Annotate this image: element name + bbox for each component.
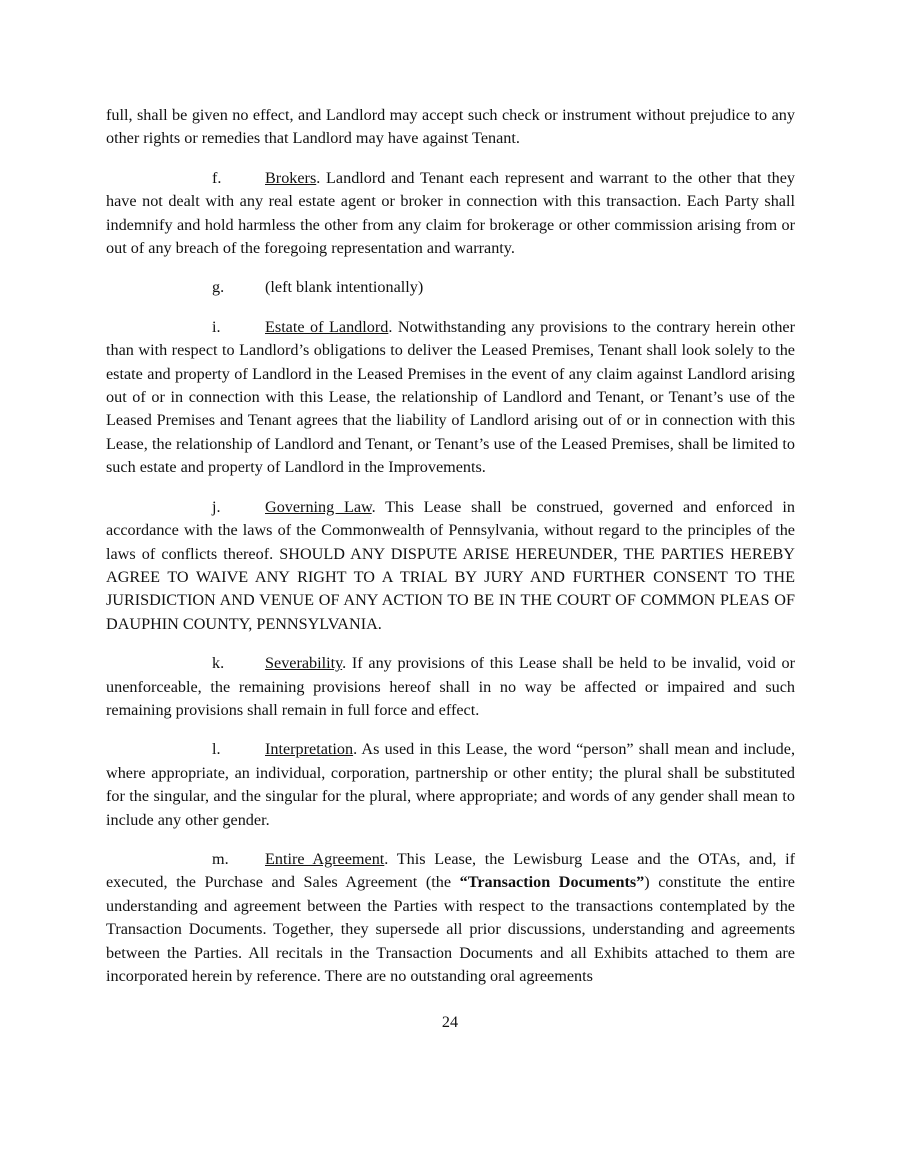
section-label: f.	[212, 168, 222, 187]
section-body: . This Lease, the Lewisburg Lease and the OTAs, and, if executed, the Purchase and Sales Agreement (the	[106, 849, 795, 892]
defined-term: “Transaction Documents”	[459, 873, 645, 892]
section-g-blank	[106, 276, 795, 299]
section-body: . As used in this Lease, the word “person” shall mean and include, where appropriate, an individual, corporation, partnership or other entity; the plural shall be substituted for the singular, and the singular for the plural, where appropriate; and words of any gender shall mean to include any other gender.	[106, 740, 795, 829]
document-page	[106, 104, 795, 1004]
section-label: g.	[212, 278, 225, 297]
section-body: . Landlord and Tenant each represent and warrant to the other that they have not dealt with any real estate agent or broker in connection with this transaction. Each Party shall indemnify and hold harmless the other from any claim for brokerage or other commission arising from or out of any breach of the foregoing representation and warranty.	[106, 168, 795, 258]
section-l-interpretation	[106, 738, 795, 832]
section-i-estate-of-landlord	[106, 316, 795, 480]
section-label: i.	[212, 317, 221, 336]
section-heading: Entire Agreement	[265, 849, 385, 868]
section-body: . If any provisions of this Lease shall be held to be invalid, void or unenforceable, the remaining provisions hereof shall in no way be affected or impaired and such remaining provisions shall remain in full force and effect.	[106, 654, 795, 719]
section-heading: Brokers	[265, 168, 317, 187]
continuation-paragraph: full, shall be given no effect, and Landlord may accept such check or instrument without prejudice to any other rights or remedies that Landlord may have against Tenant.	[106, 106, 795, 148]
section-m-entire-agreement	[106, 848, 795, 988]
section-heading: Governing Law	[265, 497, 372, 516]
section-body: . Notwithstanding any provisions to the contrary herein other than with respect to Landlord’s obligations to deliver the Leased Premises, Tenant shall look solely to the estate and property of Landlord in the Leased Premises in the event of any claim against Landlord arising out of or in connection with this Lease, the relationship of Landlord and Tenant, or Tenant’s use of the Leased Premises and Tenant agrees that the liability of Landlord arising out of or in connection with this Lease, the relationship of Landlord and Tenant, or Tenant’s use of the Leased Premises, shall be limited to such estate and property of Landlord in the Improvements.	[106, 317, 795, 477]
section-body: (left blank intentionally)	[265, 278, 424, 297]
section-label: k.	[212, 654, 225, 673]
section-body: . This Lease shall be construed, governed and enforced in accordance with the laws of the Commonwealth of Pennsylvania, without regard to the principles of the laws of conflicts thereof. SHOULD ANY DISPUTE ARISE HEREUNDER, THE PARTIES HEREBY AGREE TO WAIVE ANY RIGHT TO A TRIAL BY JURY AND FURTHER CONSENT TO THE JURISDICTION AND VENUE OF ANY ACTION TO BE IN THE COURT OF COMMON PLEAS OF DAUPHIN COUNTY, PENNSYLVANIA.	[106, 497, 795, 633]
section-body-continued: ) constitute the entire understanding and agreement between the Parties with respect to the transactions contemplated by the Transaction Documents. Together, they supersede all prior discussions, understanding and agreements between the Parties. All recitals in the Transaction Documents and all Exhibits attached to them are incorporated herein by reference. There are no outstanding oral agreements	[106, 873, 795, 985]
section-heading: Severability	[265, 654, 343, 673]
section-f-brokers	[106, 167, 795, 261]
section-heading: Estate of Landlord	[265, 317, 389, 336]
section-label: l.	[212, 740, 221, 759]
section-k-severability	[106, 652, 795, 722]
section-j-governing-law	[106, 496, 795, 636]
section-label: m.	[212, 849, 229, 868]
section-label: j.	[212, 497, 221, 516]
section-heading: Interpretation	[265, 740, 354, 759]
page-number: 24	[441, 1013, 459, 1031]
